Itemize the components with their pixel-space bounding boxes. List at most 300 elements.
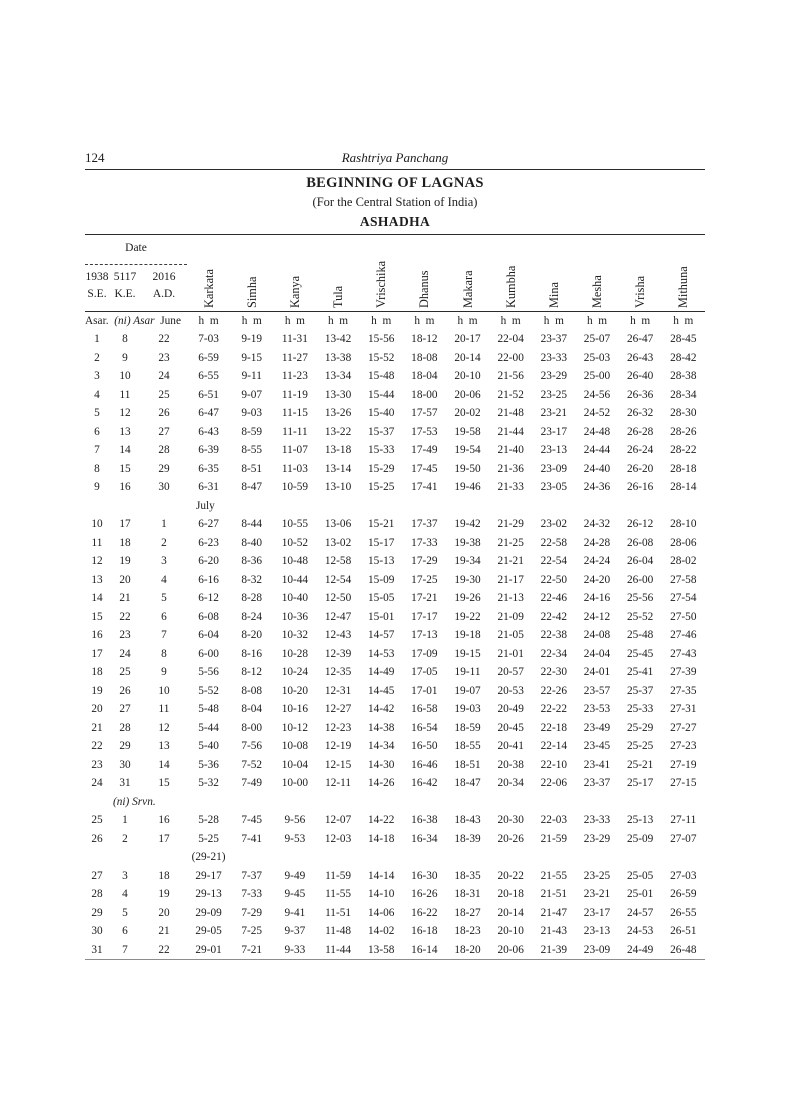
time-cell: 15-44 [368,388,395,401]
sign-column-header [619,235,662,311]
time-cell: 22-10 [540,758,567,771]
table-row [85,700,705,719]
time-cell: 21-01 [497,647,524,660]
time-cell: 20-06 [454,388,481,401]
time-cell: 6-39 [198,444,219,457]
era-year-ke: 5117 [113,271,137,283]
month-phrase-ad: June [160,315,181,327]
time-cell: 20-17 [454,333,481,346]
time-cell: 20-10 [497,925,524,938]
sign-name: Dhanus [417,270,432,308]
time-cell: 9-19 [241,333,263,346]
time-cell: 26-48 [670,943,697,956]
time-cell: 19-50 [454,462,481,475]
time-cell: 24-53 [626,925,654,938]
time-cell: 8-36 [241,555,263,568]
time-cell: 23-29 [540,370,567,383]
time-cell: 14-34 [368,740,395,753]
ke-date-cell: 27 [119,703,131,716]
se-date-cell: 18 [91,666,103,679]
note-row [85,793,705,812]
time-cell: 25-09 [626,832,654,845]
time-cell: 20-02 [454,407,481,420]
ad-date-cell: 16 [158,814,170,827]
time-cell: 8-20 [241,629,263,642]
time-cell: 5-28 [198,814,219,827]
time-cell: 11-11 [282,425,308,438]
time-cell: 23-17 [583,906,611,919]
era-abbr-ke: K.E. [114,288,136,300]
sign-column-header [532,235,575,311]
time-cell: 11-07 [281,444,308,457]
unit-label: h m [371,315,392,327]
time-cell: 21-29 [497,518,524,531]
se-date-cell: 2 [94,351,100,364]
time-cell: 25-00 [583,370,611,383]
ke-date-cell: 25 [119,666,131,679]
time-cell: 8-28 [241,592,263,605]
ad-date-cell: 17 [158,832,170,845]
unit-label: h m [241,315,262,327]
time-cell: 6-55 [198,370,219,383]
time-cell: 8-40 [241,536,263,549]
time-cell: 20-26 [497,832,524,845]
time-cell: 14-22 [368,814,395,827]
time-cell: 11-27 [281,351,308,364]
time-cell: 19-26 [454,592,481,605]
se-date-cell: 16 [91,629,103,642]
time-cell: 14-06 [368,906,395,919]
time-cell: 28-45 [670,333,697,346]
time-cell: 26-08 [626,536,654,549]
ad-date-cell: 23 [158,351,170,364]
sign-name: Vrischika [374,260,389,308]
time-cell: 21-17 [497,573,524,586]
time-cell: 23-33 [540,351,567,364]
sign-name: Kumbha [503,265,518,308]
ad-date-cell: 29 [158,462,170,475]
time-cell: 10-55 [281,518,309,531]
time-cell: 13-10 [324,481,352,494]
se-date-cell: 14 [91,592,103,605]
ke-date-cell: 26 [119,684,131,697]
time-cell: 13-34 [324,370,352,383]
ke-date-cell: 23 [119,629,131,642]
time-cell: 16-14 [411,943,438,956]
time-cell: 21-36 [497,462,524,475]
time-cell: 28-22 [670,444,697,457]
time-cell: 16-30 [411,869,438,882]
time-cell: 11-15 [281,407,308,420]
ad-date-cell: 6 [161,610,167,623]
time-cell: 7-37 [241,869,263,882]
table-row [85,941,705,960]
time-cell: 22-46 [540,592,567,605]
time-cell: 17-29 [411,555,438,568]
time-cell: 29-17 [195,869,222,882]
table-row [85,682,705,701]
time-cell: 18-20 [454,943,481,956]
time-cell: 9-49 [284,869,306,882]
month-phrase-ke: (ni) Asar [114,315,155,327]
se-date-cell: 20 [91,703,103,716]
time-cell: 18-08 [411,351,438,364]
time-cell: 25-33 [626,703,654,716]
time-cell: 12-19 [324,740,352,753]
unit-label: h m [284,315,305,327]
units-row [85,312,705,330]
ke-date-cell: 16 [119,481,131,494]
time-cell: 6-00 [198,647,219,660]
ad-date-cell: 22 [158,943,170,956]
note-row [85,497,705,516]
time-cell: 20-14 [497,906,524,919]
dashed-rule [85,264,187,265]
month-phrase-se: Asar. [85,315,109,327]
time-cell: 7-41 [241,832,263,845]
era-abbr-ad: A.D. [152,288,176,300]
time-cell: 7-21 [241,943,263,956]
time-cell: 11-44 [325,943,352,956]
time-cell: 23-53 [583,703,611,716]
time-cell: 19-18 [454,629,481,642]
sign-column-header [316,235,359,311]
unit-label: h m [457,315,478,327]
time-cell: 27-46 [670,629,697,642]
time-cell: 5-56 [198,666,219,679]
time-cell: 17-05 [411,666,438,679]
ad-date-cell: 5 [161,592,167,605]
sign-column-header [662,235,705,311]
table-row [85,737,705,756]
time-cell: 16-54 [411,721,438,734]
note-text: (29-21) [191,851,226,864]
time-cell: 26-16 [626,481,654,494]
time-cell: 26-40 [626,370,654,383]
ke-date-cell: 17 [119,518,131,531]
se-date-cell: 22 [91,740,103,753]
time-cell: 18-12 [411,333,438,346]
time-cell: 25-01 [626,888,654,901]
time-cell: 14-02 [368,925,395,938]
time-cell: 27-19 [670,758,697,771]
time-cell: 17-53 [411,425,438,438]
table-row [85,645,705,664]
time-cell: 25-56 [626,592,654,605]
time-cell: 9-53 [284,832,306,845]
time-cell: 20-34 [497,777,524,790]
time-cell: 23-25 [583,869,611,882]
ad-date-cell: 2 [161,536,167,549]
table-row [85,774,705,793]
time-cell: 6-59 [198,351,219,364]
ke-date-cell: 21 [119,592,131,605]
time-cell: 21-13 [497,592,524,605]
time-cell: 26-43 [626,351,654,364]
sign-name: Karkata [201,269,216,308]
time-cell: 18-00 [411,388,438,401]
sign-column-header [403,235,446,311]
time-cell: 9-41 [284,906,306,919]
time-cell: 12-43 [324,629,352,642]
time-cell: 13-14 [324,462,352,475]
time-cell: 22-03 [540,814,567,827]
time-cell: 16-18 [411,925,438,938]
table-row [85,460,705,479]
se-date-cell: 4 [94,388,100,401]
time-cell: 16-42 [411,777,438,790]
time-cell: 20-49 [497,703,524,716]
time-cell: 17-01 [411,684,438,697]
ad-date-cell: 9 [161,666,167,679]
se-date-cell: 21 [91,721,103,734]
ke-date-cell: 2 [122,832,128,845]
era-abbrs-row [85,287,187,301]
time-cell: 13-22 [324,425,352,438]
ad-date-cell: 21 [158,925,170,938]
ad-date-cell: 1 [161,518,167,531]
se-date-cell: 29 [91,906,103,919]
time-cell: 8-12 [241,666,263,679]
ad-date-cell: 10 [158,684,170,697]
time-cell: 14-30 [368,758,395,771]
time-cell: 5-36 [198,758,219,771]
time-cell: 26-51 [670,925,697,938]
time-cell: 12-15 [324,758,352,771]
time-cell: 26-28 [626,425,654,438]
time-cell: 10-12 [281,721,309,734]
time-cell: 20-53 [497,684,524,697]
time-cell: 17-33 [411,536,438,549]
time-cell: 24-16 [583,592,611,605]
se-date-cell: 31 [91,943,103,956]
time-cell: 11-55 [325,888,352,901]
time-cell: 22-18 [540,721,567,734]
time-cell: 5-48 [198,703,219,716]
time-cell: 7-03 [198,333,219,346]
time-cell: 18-59 [454,721,481,734]
time-cell: 22-54 [540,555,567,568]
time-cell: 27-11 [670,814,697,827]
table-row [85,811,705,830]
time-cell: 19-34 [454,555,481,568]
time-cell: 13-58 [368,943,395,956]
time-cell: 27-23 [670,740,697,753]
page-content [85,147,705,960]
time-cell: 15-48 [368,370,395,383]
table-row [85,404,705,423]
sign-name: Mina [546,282,561,308]
se-date-cell: 10 [91,518,103,531]
sign-name: Vrisha [633,275,648,308]
time-cell: 19-30 [454,573,481,586]
time-cell: 19-46 [454,481,481,494]
era-year-ad: 2016 [152,271,176,283]
time-cell: 6-23 [198,536,219,549]
time-cell: 15-01 [368,610,395,623]
time-cell: 23-37 [540,333,567,346]
sign-name: Makara [460,270,475,308]
time-cell: 24-28 [583,536,611,549]
time-cell: 13-30 [324,388,352,401]
table-row [85,904,705,923]
ke-date-cell: 14 [119,444,131,457]
time-cell: 12-58 [324,555,352,568]
time-cell: 25-05 [626,869,654,882]
time-cell: 9-11 [241,370,262,383]
time-cell: 6-47 [198,407,219,420]
time-cell: 22-00 [497,351,524,364]
time-cell: 8-32 [241,573,263,586]
time-cell: 21-48 [497,407,524,420]
ke-date-cell: 11 [119,388,131,401]
time-cell: 25-13 [626,814,654,827]
ke-date-cell: 22 [119,610,131,623]
time-cell: 18-51 [454,758,481,771]
time-cell: 12-23 [324,721,352,734]
sign-name: Kanya [287,275,302,308]
time-cell: 9-15 [241,351,263,364]
table-row [85,423,705,442]
time-cell: 28-10 [670,518,697,531]
time-cell: 22-14 [540,740,567,753]
se-date-cell: 8 [94,462,100,475]
time-cell: 18-23 [454,925,481,938]
time-cell: 28-14 [670,481,697,494]
time-cell: 24-44 [583,444,611,457]
time-cell: 9-33 [284,943,306,956]
ke-date-cell: 9 [122,351,128,364]
time-cell: 14-45 [368,684,395,697]
time-cell: 24-56 [583,388,611,401]
table-row [85,515,705,534]
time-cell: 20-10 [454,370,481,383]
lagna-table [85,234,705,960]
time-cell: 7-52 [241,758,263,771]
time-cell: 26-36 [626,388,654,401]
time-cell: 23-13 [540,444,567,457]
time-cell: 17-41 [411,481,438,494]
time-cell: 13-18 [324,444,352,457]
time-cell: 27-54 [670,592,697,605]
time-cell: 20-30 [497,814,524,827]
ke-date-cell: 3 [122,869,128,882]
time-cell: 8-44 [241,518,263,531]
time-cell: 19-07 [454,684,481,697]
time-cell: 13-38 [324,351,352,364]
time-cell: 23-05 [540,481,567,494]
ke-date-cell: 7 [122,943,128,956]
time-cell: 27-15 [670,777,697,790]
time-cell: 18-04 [411,370,438,383]
ke-date-cell: 20 [119,573,131,586]
time-cell: 5-52 [198,684,219,697]
time-cell: 20-57 [497,666,524,679]
table-row [85,885,705,904]
sign-name: Mesha [589,275,604,308]
time-cell: 8-08 [241,684,263,697]
time-cell: 21-56 [497,370,524,383]
time-cell: 12-50 [324,592,352,605]
time-cell: 6-16 [198,573,219,586]
time-cell: 12-11 [325,777,352,790]
time-cell: 17-13 [411,629,438,642]
time-cell: 23-09 [583,943,611,956]
time-cell: 21-52 [497,388,524,401]
time-cell: 8-24 [241,610,263,623]
time-cell: 12-47 [324,610,352,623]
time-cell: 7-45 [241,814,263,827]
time-cell: 17-17 [411,610,438,623]
time-cell: 15-25 [368,481,395,494]
note-text: July [196,499,215,512]
time-cell: 7-29 [241,906,263,919]
time-cell: 15-33 [368,444,395,457]
ad-date-cell: 27 [158,425,170,438]
time-cell: 14-10 [368,888,395,901]
time-cell: 23-09 [540,462,567,475]
time-cell: 27-07 [670,832,697,845]
time-cell: 18-47 [454,777,481,790]
time-cell: 9-56 [284,814,306,827]
ke-date-cell: 24 [119,647,131,660]
time-cell: 12-27 [324,703,352,716]
time-cell: 28-06 [670,536,697,549]
time-cell: 10-08 [281,740,309,753]
ke-date-cell: 18 [119,536,131,549]
sign-column-header [575,235,618,311]
page-number: 124 [85,150,105,165]
time-cell: 21-43 [540,925,567,938]
time-cell: 8-47 [241,481,263,494]
time-cell: 10-36 [281,610,309,623]
time-cell: 21-25 [497,536,524,549]
se-date-cell: 9 [94,481,100,494]
time-cell: 20-18 [497,888,524,901]
time-cell: 24-57 [626,906,654,919]
time-cell: 23-17 [540,425,567,438]
time-cell: 11-59 [325,869,352,882]
time-cell: 18-55 [454,740,481,753]
time-cell: 23-49 [583,721,611,734]
table-row [85,663,705,682]
time-cell: 25-29 [626,721,654,734]
ad-date-cell: 13 [158,740,170,753]
month-title: ASHADHA [359,214,431,229]
page-subtitle: (For the Central Station of India) [312,195,478,209]
time-cell: 18-35 [454,869,481,882]
time-cell: 25-52 [626,610,654,623]
time-cell: 12-31 [324,684,352,697]
time-cell: 15-29 [368,462,395,475]
time-cell: 24-40 [583,462,611,475]
se-date-cell: 26 [91,832,103,845]
time-cell: 19-15 [454,647,481,660]
time-cell: 23-45 [583,740,611,753]
time-cell: 22-58 [540,536,567,549]
time-cell: 26-24 [626,444,654,457]
ke-date-cell: 12 [119,407,131,420]
era-year-se: 1938 [85,271,109,283]
ad-date-cell: 3 [161,555,167,568]
time-cell: 14-18 [368,832,395,845]
time-cell: 5-44 [198,721,219,734]
sign-name: Mithuna [676,266,691,308]
ke-date-cell: 13 [119,425,131,438]
time-cell: 19-22 [454,610,481,623]
time-cell: 22-50 [540,573,567,586]
time-cell: 16-38 [411,814,438,827]
